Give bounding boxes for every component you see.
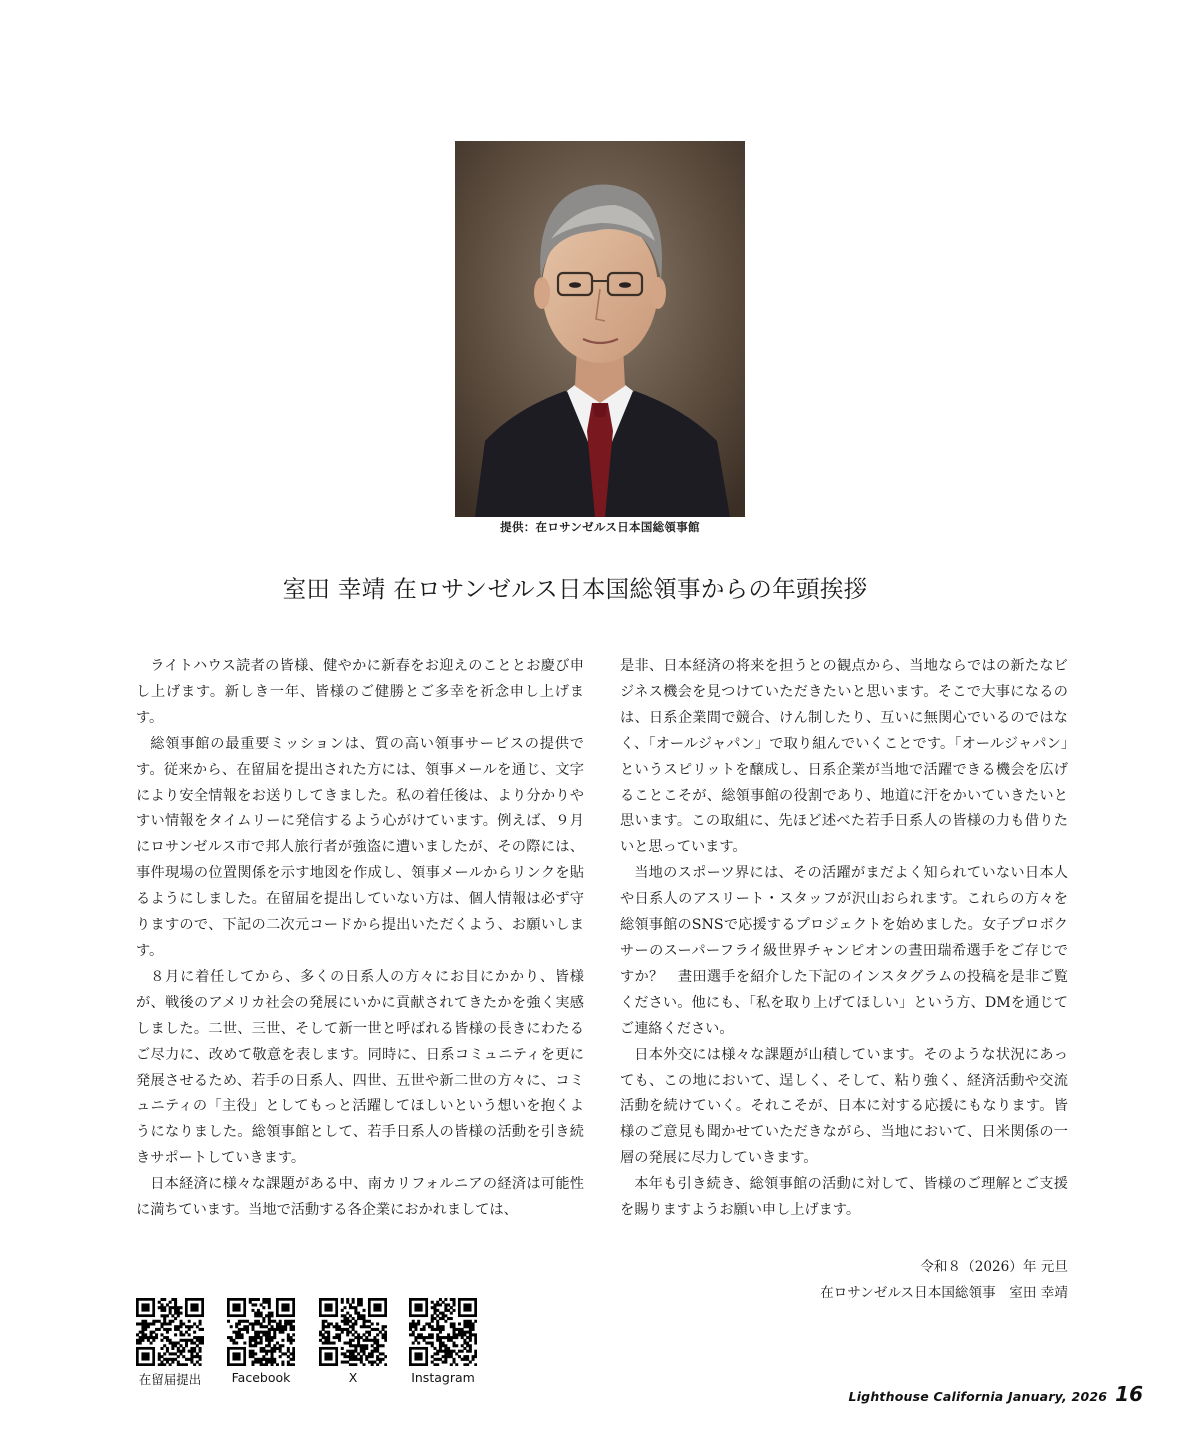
paragraph: 日本経済に様々な課題がある中、南カリフォルニアの経済は可能性に満ちています。当地で活動する各企業におかれましては、 (136, 1176, 584, 1219)
signature-date: 令和８（2026）年 元旦 (920, 1259, 1068, 1275)
paragraph: 是非、日本経済の将来を担うとの観点から、当地ならではの新たなビジネス機会を見つけていただきたいと思います。そこで大事になるのは、日系企業間で競合、けん制したり、互いに無関心でいるのではなく、「オールジャパン」で取り組んでいくことです。「オールジャパン」というスピリットを醸成し、日系企業が当地で活躍できる機会を広げることこそが、総領事館の役割であり、地道に汗をかいていきたいと思います。この取組に、先ほど述べた若手日系人の皆様の力も借りたいと思っています。 (620, 658, 1068, 856)
signature-name: 在ロサンゼルス日本国総領事 室田 幸靖 (820, 1285, 1068, 1301)
paragraph: 当地のスポーツ界には、その活躍がまだよく知られていない日本人や日系人のアスリート・スタッフが沢山おられます。これらの方々を総領事館のSNSで応援するプロジェクトを始めました。女子プロボクサーのスーパーフライ級世界チャンピオンの晝田瑞希選手をご存じですか？ 晝田選手を紹介した下記のインスタグラムの投稿を是非ご覧ください。他にも、「私を取り上げてほしい」という方、DMを通じてご連絡ください。 (620, 865, 1068, 1037)
paragraph: 本年も引き続き、総領事館の活動に対して、皆様のご理解とご支援を賜りますようお願い申し上げます。 (620, 1176, 1068, 1219)
portrait-image (455, 141, 745, 517)
qr-x[interactable] (308, 1298, 398, 1385)
signature-block (820, 1254, 1068, 1306)
page-number: 16 (1115, 1382, 1143, 1406)
paragraph: ８月に着任してから、多くの日系人の方々にお目にかかり、皆様が、戦後のアメリカ社会の発展にいかに貢献されてきたかを強く実感しました。二世、三世、そして新一世と呼ばれる皆様の長きにわたるご尽力に、改めて敬意を表します。同時に、日系コミュニティを更に発展させるため、若手の日系人、四世、五世や新二世の方々に、コミュニティの「主役」としてもっと活躍してほしいという想いを抱くようになりました。総領事館として、若手日系人の皆様の活動を引き続きサポートしていきます。 (136, 968, 584, 1167)
article-column-right (620, 654, 1068, 1224)
qr-instagram[interactable] (398, 1298, 488, 1385)
publication-name: Lighthouse California January, 2026 (848, 1389, 1108, 1404)
page-footer (849, 1382, 1143, 1406)
qr-label: Instagram (411, 1370, 475, 1385)
qr-label: 在留届提出 (138, 1372, 202, 1387)
qr-code-icon[interactable] (319, 1298, 387, 1366)
article-column-left (136, 654, 584, 1224)
qr-code-icon[interactable] (409, 1298, 477, 1366)
paragraph: 総領事館の最重要ミッションは、質の高い領事サービスの提供です。従来から、在留届を提出された方には、領事メールを通じ、文字により安全情報をお送りしてきました。私の着任後は、より分かりやすい情報をタイムリーに発信するよう心がけています。例えば、９月にロサンゼルス市で邦人旅行者が強盗に遭いましたが、その際には、事件現場の位置関係を示す地図を作成し、領事メールからリンクを貼るようにしました。在留届を提出していない方は、個人情報は必ず守りますので、下記の二次元コードから提出いただくよう、お願いします。 (136, 735, 584, 959)
qr-facebook[interactable] (216, 1298, 306, 1385)
photo-caption: 提供：在ロサンゼルス日本国総領事館 (500, 520, 700, 534)
qr-code-icon[interactable] (136, 1298, 204, 1366)
consul-general-portrait (455, 141, 745, 517)
qr-residence-registration[interactable] (125, 1298, 215, 1388)
article-title: 室田 幸靖 在ロサンゼルス日本国総領事からの年頭挨拶 (282, 575, 868, 603)
qr-code-icon[interactable] (227, 1298, 295, 1366)
paragraph: ライトハウス読者の皆様、健やかに新春をお迎えのこととお慶び申し上げます。新しき一年、皆様のご健勝とご多幸を祈念申し上げます。 (136, 658, 584, 726)
qr-label: Facebook (231, 1370, 291, 1385)
qr-label: X (348, 1370, 358, 1385)
paragraph: 日本外交には様々な課題が山積しています。そのような状況にあっても、この地において、逞しく、そして、粘り強く、経済活動や交流活動を続けていく。それこそが、日本に対する応援にもなります。皆様のご意見も聞かせていただきながら、当地において、日米関係の一層の発展に尽力していきます。 (620, 1046, 1068, 1167)
